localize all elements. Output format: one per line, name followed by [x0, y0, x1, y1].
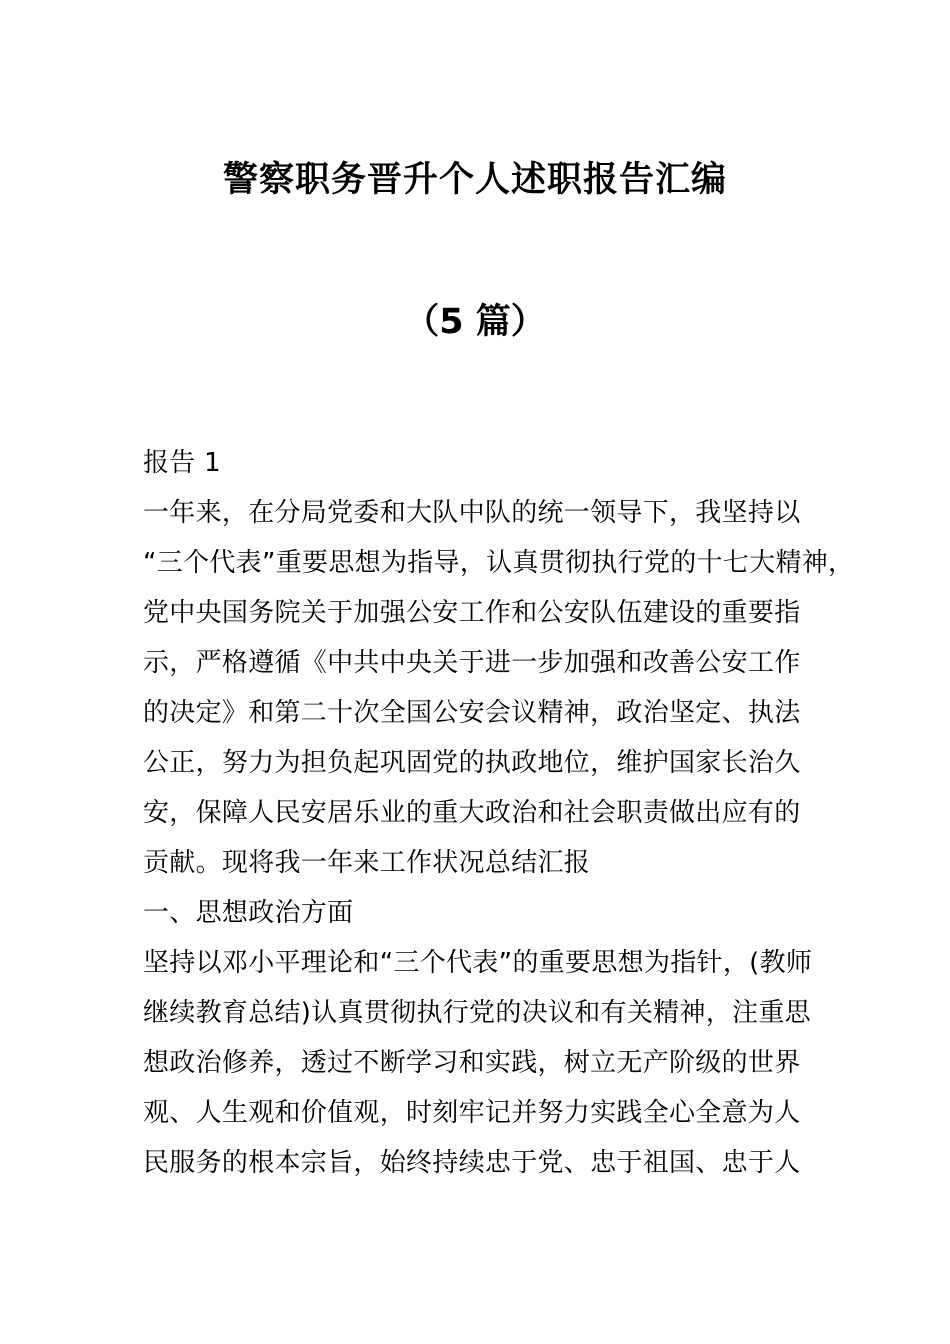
section-heading: 一、思想政治方面 [143, 898, 354, 928]
document-title: 警察职务晋升个人述职报告汇编 [222, 160, 727, 200]
body-line: 观、人生观和价值观，时刻牢记并努力实践全心全意为人 [143, 1098, 801, 1128]
body-line: 想政治修养，透过不断学习和实践，树立无产阶级的世界 [143, 1048, 801, 1078]
body-line: 贡献。现将我一年来工作状况总结汇报 [143, 848, 591, 878]
body-line: 的决定》和第二十次全国公安会议精神，政治坚定、执法 [143, 698, 801, 728]
document-subtitle: （5 篇） [404, 302, 546, 342]
document-body [143, 438, 855, 1188]
body-line: 安，保障人民安居乐业的重大政治和社会职责做出应有的 [143, 798, 801, 828]
body-line: 一年来，在分局党委和大队中队的统一领导下，我坚持以 [143, 498, 801, 528]
body-line: 坚持以邓小平理论和“三个代表”的重要思想为指针，(教师 [143, 948, 813, 978]
body-line: 党中央国务院关于加强公安工作和公安队伍建设的重要指 [143, 598, 801, 628]
body-line: “三个代表”重要思想为指导，认真贯彻执行党的十七大精神， [143, 548, 855, 578]
body-line: 示，严格遵循《中共中央关于进一步加强和改善公安工作 [143, 648, 801, 678]
body-line: 公正，努力为担负起巩固党的执政地位，维护国家长治久 [143, 748, 801, 778]
report-heading: 报告 1 [143, 448, 222, 478]
body-line: 民服务的根本宗旨，始终持续忠于党、忠于祖国、忠于人 [143, 1148, 801, 1178]
body-line: 继续教育总结)认真贯彻执行党的决议和有关精神，注重思 [143, 998, 811, 1028]
